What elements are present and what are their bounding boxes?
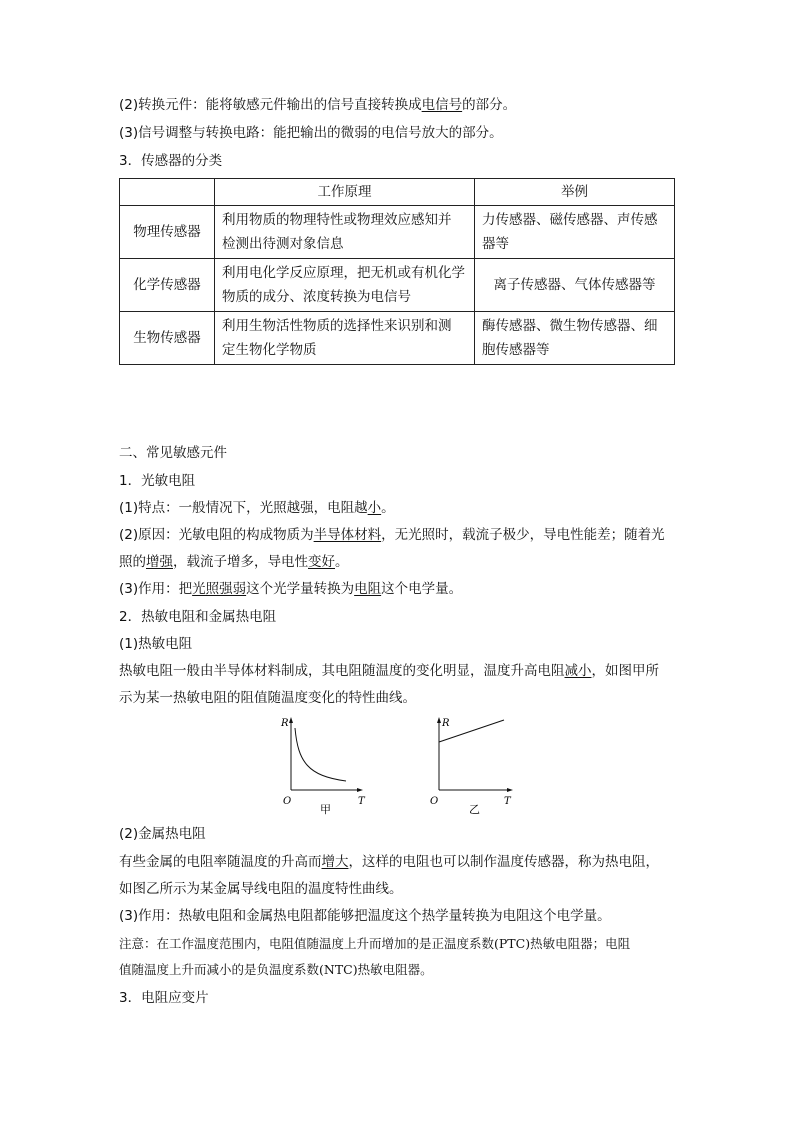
underlined-text: 增强 <box>146 554 173 570</box>
text: ，无光照时，载流子极少，导电性能差；随着光 <box>381 527 665 543</box>
subheading-thermistor-1: (1)热敏电阻 <box>119 636 193 652</box>
metal-resistor-line2: 如图乙所示为某金属导线电阻的温度特性曲线。 <box>119 881 403 897</box>
thermistor-desc-line2: 示为某一热敏电阻的阻值随温度变化的特性曲线。 <box>119 690 416 706</box>
graph-caption: 乙 <box>469 803 480 816</box>
underlined-text: 小 <box>367 500 382 516</box>
x-axis-label: T <box>504 796 511 807</box>
table-row <box>120 312 675 365</box>
table-header-empty <box>120 179 215 206</box>
graph-jia <box>278 714 370 816</box>
arrow-icon <box>437 717 441 723</box>
text: 这个光学量转换为 <box>246 581 355 597</box>
underlined-text: 变好 <box>308 554 335 570</box>
x-axis-label: T <box>358 796 365 807</box>
line-conversion-element <box>119 96 516 114</box>
table-row <box>120 206 675 259</box>
underlined-text: 电阻 <box>354 581 382 597</box>
metal-resistor-line1 <box>119 853 659 871</box>
underlined-text: 电信号 <box>421 97 463 113</box>
cell-line: 酶传感器、微生物传感器、细 <box>482 318 658 334</box>
photoresistor-function <box>119 580 462 598</box>
table-row <box>120 259 675 312</box>
photoresistor-reason-line2 <box>119 553 349 571</box>
cell-line: 离子传感器、气体传感器等 <box>493 277 656 293</box>
row-name: 生物传感器 <box>120 312 215 365</box>
ntc-curve <box>295 728 346 781</box>
row-principle <box>215 206 475 259</box>
text: ，这样的电阻也可以制作温度传感器，称为热电阻， <box>348 854 659 870</box>
cell-line: 力传感器、磁传感器、声传感 <box>482 212 658 228</box>
row-example <box>475 259 675 312</box>
y-axis-label: R <box>442 718 450 729</box>
subheading-photoresistor: 1．光敏电阻 <box>119 473 196 489</box>
line-signal-circuit: (3)信号调整与转换电路：能把输出的微弱的电信号放大的部分。 <box>119 125 503 141</box>
heading-classification: 3．传感器的分类 <box>119 153 223 169</box>
row-example <box>475 312 675 365</box>
cell-line: 利用生物活性物质的选择性来识别和测 <box>222 318 452 334</box>
text: 照的 <box>119 554 146 570</box>
text: 的部分。 <box>462 97 517 113</box>
cell-line: 利用物质的物理特性或物理效应感知并 <box>222 212 452 228</box>
cell-line: 利用电化学反应原理，把无机或有机化学 <box>222 265 465 281</box>
graph-yi <box>426 714 522 816</box>
text: ，如图甲所 <box>591 663 659 679</box>
row-example <box>475 206 675 259</box>
arrow-icon <box>289 717 293 723</box>
table-header-example: 举例 <box>475 179 675 206</box>
text: (2)原因：光敏电阻的构成物质为 <box>119 527 314 543</box>
origin-label: O <box>283 796 292 807</box>
y-axis-label: R <box>281 718 289 729</box>
photoresistor-feature <box>119 499 395 517</box>
subheading-strain-gauge: 3．电阻应变片 <box>119 990 209 1006</box>
text: 。 <box>335 554 349 570</box>
cell-line: 胞传感器等 <box>482 342 550 358</box>
text: (2)转换元件：能将敏感元件输出的信号直接转换成 <box>119 97 422 113</box>
cell-line: 物质的成分、浓度转换为电信号 <box>222 289 411 305</box>
arrow-icon <box>357 788 363 792</box>
cell-line: 定生物化学物质 <box>222 342 317 358</box>
graph-caption: 甲 <box>320 803 331 816</box>
text: 有些金属的电阻率随温度的升高而 <box>119 854 322 870</box>
row-principle <box>215 259 475 312</box>
text: 这个电学量。 <box>381 581 463 597</box>
text: ，载流子增多，导电性 <box>173 554 308 570</box>
origin-label: O <box>430 796 439 807</box>
underlined-text: 减小 <box>564 663 592 679</box>
arrow-icon <box>507 788 513 792</box>
photoresistor-reason-line1 <box>119 526 665 544</box>
row-name: 物理传感器 <box>120 206 215 259</box>
row-name: 化学传感器 <box>120 259 215 312</box>
text: (3)作用：把 <box>119 581 193 597</box>
underlined-text: 增大 <box>321 854 349 870</box>
note-line2: 值随温度上升而减小的是负温度系数(NTC)热敏电阻器。 <box>119 962 433 977</box>
text: 热敏电阻一般由半导体材料制成，其电阻随温度的变化明显，温度升高电阻 <box>119 663 565 679</box>
thermistor-desc-line1 <box>119 662 659 680</box>
subheading-metal-resistor: (2)金属热电阻 <box>119 826 206 842</box>
row-principle <box>215 312 475 365</box>
table-header-principle: 工作原理 <box>215 179 475 206</box>
cell-line: 器等 <box>482 236 509 252</box>
sensor-classification-table <box>119 178 675 365</box>
section-title-sensitive-elements: 二、常见敏感元件 <box>119 445 227 461</box>
underlined-text: 半导体材料 <box>313 527 382 543</box>
underlined-text: 光照强弱 <box>192 581 247 597</box>
note-line1: 注意：在工作温度范围内，电阻值随温度上升而增加的是正温度系数(PTC)热敏电阻器；电阻 <box>119 936 631 951</box>
text: (1)特点：一般情况下，光照越强，电阻越 <box>119 500 368 516</box>
text: 。 <box>381 500 395 516</box>
table-header-row <box>120 179 675 206</box>
cell-line: 检测出待测对象信息 <box>222 236 344 252</box>
subheading-thermistor: 2．热敏电阻和金属热电阻 <box>119 609 277 625</box>
thermal-function: (3)作用：热敏电阻和金属热电阻都能够把温度这个热学量转换为电阻这个电学量。 <box>119 908 611 924</box>
